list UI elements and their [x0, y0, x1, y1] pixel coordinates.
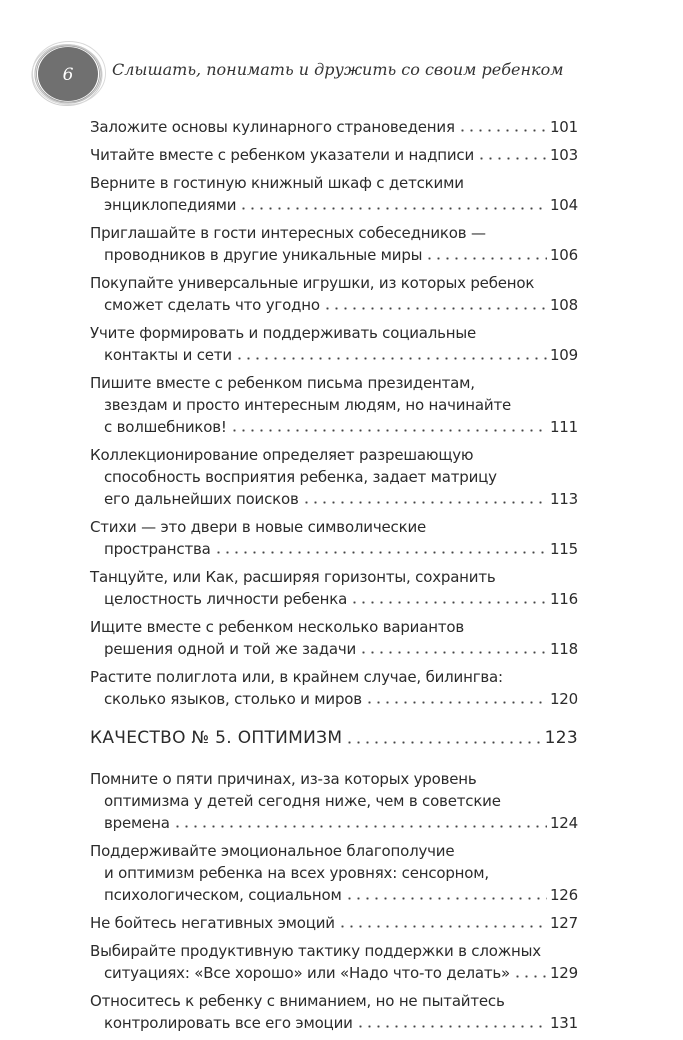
- toc-page-number: 127: [549, 914, 578, 932]
- dot-leader: [458, 129, 547, 132]
- dot-leader: [302, 501, 547, 504]
- toc-entry-text: целостность личности ребенка: [104, 590, 348, 608]
- toc-entry-text: Приглашайте в гости интересных собеседников —: [90, 224, 486, 242]
- dot-leader: [173, 825, 547, 828]
- toc-section-heading: [90, 726, 578, 750]
- dot-leader: [345, 741, 541, 744]
- toc-page-number: 111: [549, 418, 578, 436]
- toc-entry-text: контакты и сети: [104, 346, 232, 364]
- dot-leader: [513, 975, 547, 978]
- toc-page-number: 108: [549, 296, 578, 314]
- toc-entry: [90, 372, 578, 438]
- toc-entry: [90, 322, 578, 366]
- toc-entry: [90, 144, 578, 166]
- toc-entry-text: Растите полиглота или, в крайнем случае, билингва:: [90, 668, 503, 686]
- toc-entry-text: звездам и просто интересным людям, но начинайте: [104, 396, 512, 414]
- toc-entry: [90, 840, 578, 906]
- toc-entry-text: решения одной и той же задачи: [104, 640, 357, 658]
- toc-page-number: 115: [549, 540, 578, 558]
- toc-entry-text: Относитесь к ребенку с вниманием, но не пытайтесь: [90, 992, 505, 1010]
- toc-entry: [90, 566, 578, 610]
- toc-entry-text: сколько языков, столько и миров: [104, 690, 362, 708]
- toc-entry: [90, 222, 578, 266]
- toc-entry: [90, 912, 578, 934]
- toc-entry-text: Танцуйте, или Как, расширяя горизонты, сохранить: [90, 568, 496, 586]
- toc-entry: [90, 768, 578, 834]
- toc-entry-text: Верните в гостиную книжный шкаф с детскими: [90, 174, 464, 192]
- dot-leader: [338, 925, 547, 928]
- toc-page-number: 109: [549, 346, 578, 364]
- toc-entry: [90, 516, 578, 560]
- toc-page-number: 106: [549, 246, 578, 264]
- dot-leader: [323, 307, 547, 310]
- page-number: 6: [62, 65, 74, 85]
- toc-entry-text: Заложите основы кулинарного страноведения: [90, 118, 455, 136]
- toc-entry-text: оптимизма у детей сегодня ниже, чем в советские: [104, 792, 501, 810]
- dot-leader: [350, 601, 547, 604]
- toc-entry-text: Стихи — это двери в новые символические: [90, 518, 427, 536]
- toc-page-number: 131: [549, 1014, 578, 1032]
- scribble-circle-icon: [28, 40, 106, 108]
- toc-entry: [90, 172, 578, 216]
- dot-leader: [239, 207, 547, 210]
- toc-section-title: КАЧЕСТВО № 5. ОПТИМИЗМ: [90, 728, 343, 748]
- dot-leader: [356, 1025, 547, 1028]
- toc-entry-text: способность восприятия ребенка, задает матрицу: [104, 468, 497, 486]
- dot-leader: [214, 551, 547, 554]
- toc-page-number: 104: [549, 196, 578, 214]
- table-of-contents: [90, 116, 578, 1040]
- toc-entry-text: пространства: [104, 540, 211, 558]
- toc-page-number: 129: [549, 964, 578, 982]
- toc-entry-text: его дальнейших поисков: [104, 490, 299, 508]
- running-header-title: Слышать, понимать и дружить со своим ребенком: [112, 60, 564, 79]
- toc-entry-text: и оптимизм ребенка на всех уровнях: сенсорном,: [104, 864, 489, 882]
- toc-entry-text: Покупайте универсальные игрушки, из которых ребенок: [90, 274, 535, 292]
- toc-entry-text: Ищите вместе с ребенком несколько вариантов: [90, 618, 464, 636]
- toc-entry-text: сможет сделать что угодно: [104, 296, 320, 314]
- toc-entry-text: Не бойтесь негативных эмоций: [90, 914, 335, 932]
- toc-page-number: 116: [549, 590, 578, 608]
- toc-entry-text: психологическом, социальном: [104, 886, 342, 904]
- toc-entry-text: контролировать все его эмоции: [104, 1014, 353, 1032]
- toc-entry-text: ситуациях: «Все хорошо» или «Надо что-то делать»: [104, 964, 511, 982]
- toc-entry-text: Выбирайте продуктивную тактику поддержки в сложных: [90, 942, 541, 960]
- toc-entry: [90, 990, 578, 1034]
- toc-entry-text: Поддерживайте эмоциональное благополучие: [90, 842, 455, 860]
- dot-leader: [365, 701, 547, 704]
- toc-entry-text: Пишите вместе с ребенком письма президентам,: [90, 374, 475, 392]
- toc-entry: [90, 616, 578, 660]
- toc-page-number: 123: [544, 728, 578, 748]
- toc-page-number: 113: [549, 490, 578, 508]
- dot-leader: [230, 429, 547, 432]
- toc-entry-text: Коллекционирование определяет разрешающую: [90, 446, 474, 464]
- dot-leader: [359, 651, 547, 654]
- toc-entry-text: энциклопедиями: [104, 196, 237, 214]
- toc-page-number: 103: [549, 146, 578, 164]
- toc-entry: [90, 444, 578, 510]
- toc-page-number: 118: [549, 640, 578, 658]
- dot-leader: [477, 157, 547, 160]
- toc-page-number: 101: [549, 118, 578, 136]
- toc-page-number: 124: [549, 814, 578, 832]
- toc-entry: [90, 940, 578, 984]
- toc-entry-text: Читайте вместе с ребенком указатели и надписи: [90, 146, 474, 164]
- toc-entry: [90, 272, 578, 316]
- toc-entry-text: с волшебников!: [104, 418, 227, 436]
- page-number-badge: [28, 40, 106, 108]
- toc-entry-text: времена: [104, 814, 170, 832]
- dot-leader: [235, 357, 547, 360]
- dot-leader: [425, 257, 547, 260]
- toc-page-number: 120: [549, 690, 578, 708]
- dot-leader: [345, 897, 547, 900]
- toc-entry: [90, 116, 578, 138]
- toc-entry: [90, 666, 578, 710]
- toc-entry-text: проводников в другие уникальные миры: [104, 246, 423, 264]
- toc-entry-text: Учите формировать и поддерживать социальные: [90, 324, 477, 342]
- toc-entry-text: Помните о пяти причинах, из-за которых уровень: [90, 770, 477, 788]
- toc-page-number: 126: [549, 886, 578, 904]
